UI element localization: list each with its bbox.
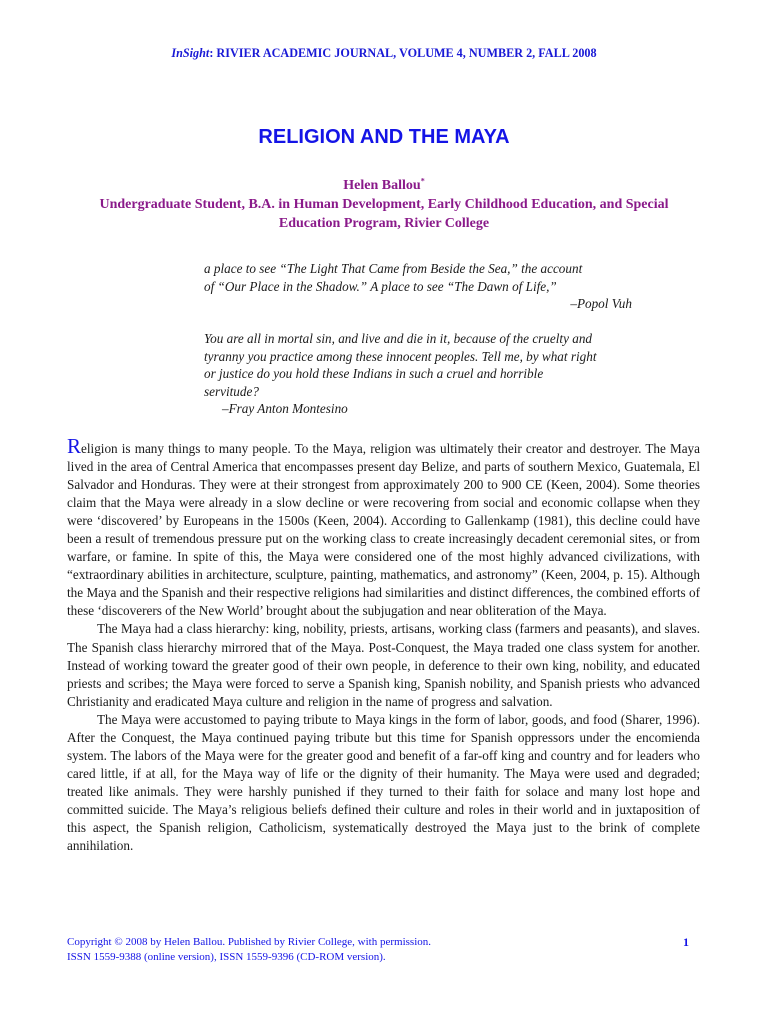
epigraph-line: tyranny you practice among these innocent peoples. Tell me, by what right [204,348,597,364]
author-affiliation-line-1: Undergraduate Student, B.A. in Human Development, Early Childhood Education, and Special [99,197,669,212]
author-footnote-mark: * [420,176,425,186]
body-paragraph-1 [67,434,700,620]
epigraph-popol-vuh [204,260,644,313]
copyright-notice: Copyright © 2008 by Helen Ballou. Published by Rivier College, with permission. [67,936,431,948]
epigraph-line: or justice do you hold these Indians in such a cruel and horrible [204,366,544,381]
page-number: 1 [683,935,689,949]
epigraph-line: servitude? [204,383,259,399]
issn-notice: ISSN 1559-9388 (online version), ISSN 1559-9396 (CD-ROM version). [67,951,386,963]
journal-issue-info: : RIVIER ACADEMIC JOURNAL, VOLUME 4, NUMBER 2, FALL 2008 [209,46,597,60]
drop-cap: R [67,434,82,458]
running-header [0,46,768,61]
paragraph-text: eligion is many things to many people. To the Maya, religion was ultimately their creator and destroyer. The Maya lived in the area of Central America that encompasses present day Belize, and parts of southern Mexico, Guatemala, El Salvador and Honduras. They were at their strongest from approximately 200 to 900 CE (Keen, 2004). Some theories claim that the Maya were already in a slow decline or were recovering from social and economic collapse when they were ‘discovered’ by Europeans in the 1500s (Keen, 2004). According to Gallenkamp (1981), this decline could have been a result of tremendous pressure put on the working class to create increasingly decadent ceremonial sites, or from warfare, or famine. In spite of this, the Maya were considered one of the most highly advanced civilizations, with “extraordinary abilities in architecture, sculpture, painting, mathematics, and astronomy” (Keen, 2004, p. 15). Although the Maya and the Spanish and their respective religions had similarities and distinct differences, the combined efforts of these ‘discoverers of the New World’ brought about the subjugation and near obliteration of the Maya. [67,441,700,619]
author-name-text: Helen Ballou [343,178,421,193]
body-paragraph-2: The Maya had a class hierarchy: king, nobility, priests, artisans, working class (farmers and peasants), and slaves. The Spanish class hierarchy mirrored that of the Maya. Post-Conquest, the Maya traded one class system for another. Instead of working toward the greater good of their own people, in deference to their own king, nobility, and educated priests and scribes; the Maya were forced to serve a Spanish king, Spanish nobility, and Spanish priests who advanced Christianity and eradicated Maya culture and religion in the name of progress and salvation. [67,621,700,709]
article-title: RELIGION AND THE MAYA [258,126,510,148]
epigraph-line: a place to see “The Light That Came from Beside the Sea,” the account [204,261,583,276]
epigraph-attribution: –Popol Vuh [570,296,632,311]
epigraph-line: of “Our Place in the Shadow.” A place to see “The Dawn of Life,” [204,278,557,294]
epigraph-attribution: –Fray Anton Montesino [222,401,348,416]
epigraph-montesino [204,330,644,418]
epigraph-line: You are all in mortal sin, and live and die in it, because of the cruelty and [204,331,593,346]
author-block [60,176,708,233]
journal-brand: InSight [171,46,210,60]
article-body [67,434,700,855]
author-affiliation-line-2: Education Program, Rivier College [278,216,490,231]
page-footer [67,935,700,965]
body-paragraph-3: The Maya were accustomed to paying tribute to Maya kings in the form of labor, goods, and food (Sharer, 1996). After the Conquest, the Maya continued paying tribute but this time for Spanish oppressors under the encomienda system. The labors of the Maya were for the greater good and benefit of a far-off king and country and for leaders who cared little, if at all, for the Maya way of life or the dignity of their humanity. The Maya were used and degraded; treated like animals. They were harshly punished if they turned to their faith for solace and many lost hope and committed suicide. The Maya’s religious beliefs defined their culture and roles in their world and in juxtaposition of this aspect, the Spanish religion, Catholicism, systematically destroyed the Maya just to the brink of complete annihilation. [67,711,700,854]
author-name [60,176,708,195]
